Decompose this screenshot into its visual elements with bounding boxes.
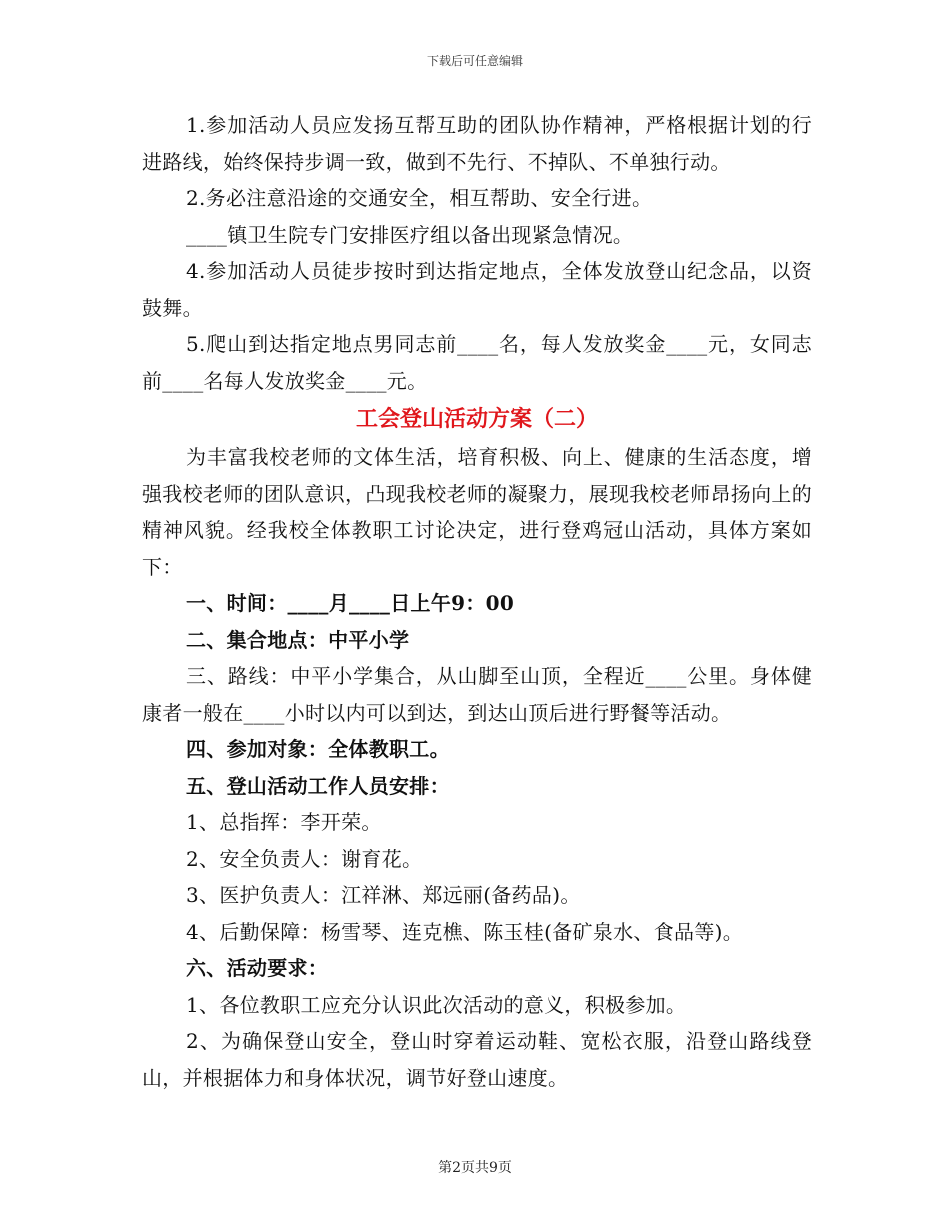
page-footer: 第2页共9页: [438, 1160, 512, 1176]
paragraph: 5.爬山到达指定地点男同志前____名，每人发放奖金____元，女同志前____名每人发放奖金____元。: [142, 332, 812, 393]
paragraph: 五、登山活动工作人员安排：: [186, 773, 450, 798]
paragraph: 一、时间：____月____日上午9：00: [186, 591, 515, 615]
paragraph: 1、总指挥：李开荣。: [186, 810, 382, 834]
paragraph: ____镇卫生院专门安排医疗组以备出现紧急情况。: [186, 222, 634, 247]
paragraph-list-bottom: [142, 439, 812, 1096]
paragraph: 4、后勤保障：杨雪琴、连克樵、陈玉桂(备矿泉水、食品等)。: [186, 919, 744, 944]
paragraph: 三、路线：中平小学集合，从山脚至山顶，全程近____公里。身体健康者一般在____小时以内可以到达，到达山顶后进行野餐等活动。: [142, 664, 812, 725]
paragraph: 1.参加活动人员应发扬互帮互助的团队协作精神，严格根据计划的行进路线，始终保持步调一致，做到不先行、不掉队、不单独行动。: [142, 113, 812, 174]
paragraph: 六、活动要求：: [186, 956, 329, 980]
paragraph: 4.参加活动人员徒步按时到达指定地点，全体发放登山纪念品，以资鼓舞。: [142, 259, 812, 320]
document-body: [142, 107, 812, 1096]
paragraph: 四、参加对象：全体教职工。: [186, 737, 450, 761]
paragraph: 为丰富我校老师的文体生活，培育积极、向上、健康的生活态度，增强我校老师的团队意识，凸现我校老师的凝聚力，展现我校老师昂扬向上的精神风貌。经我校全体教职工讨论决定，进行登鸡冠山活动，具体方案如下：: [142, 445, 812, 579]
paragraph: 2、安全负责人：谢育花。: [186, 846, 423, 871]
paragraph-list-top: [142, 107, 812, 399]
paragraph: 2.务必注意沿途的交通安全，相互帮助、安全行进。: [186, 186, 653, 210]
paragraph: 二、集合地点：中平小学: [186, 627, 410, 652]
paragraph: 3、医护负责人：江祥淋、郑远丽(备药品)。: [186, 883, 581, 907]
paragraph: 2、为确保登山安全，登山时穿着运动鞋、宽松衣服，沿登山路线登山，并根据体力和身体状况，调节好登山速度。: [142, 1029, 812, 1090]
section-title: 工会登山活动方案（二）: [355, 406, 598, 432]
paragraph: 1、各位教职工应充分认识此次活动的意义，积极参加。: [186, 992, 687, 1017]
page-header: 下载后可任意编辑: [426, 54, 523, 68]
